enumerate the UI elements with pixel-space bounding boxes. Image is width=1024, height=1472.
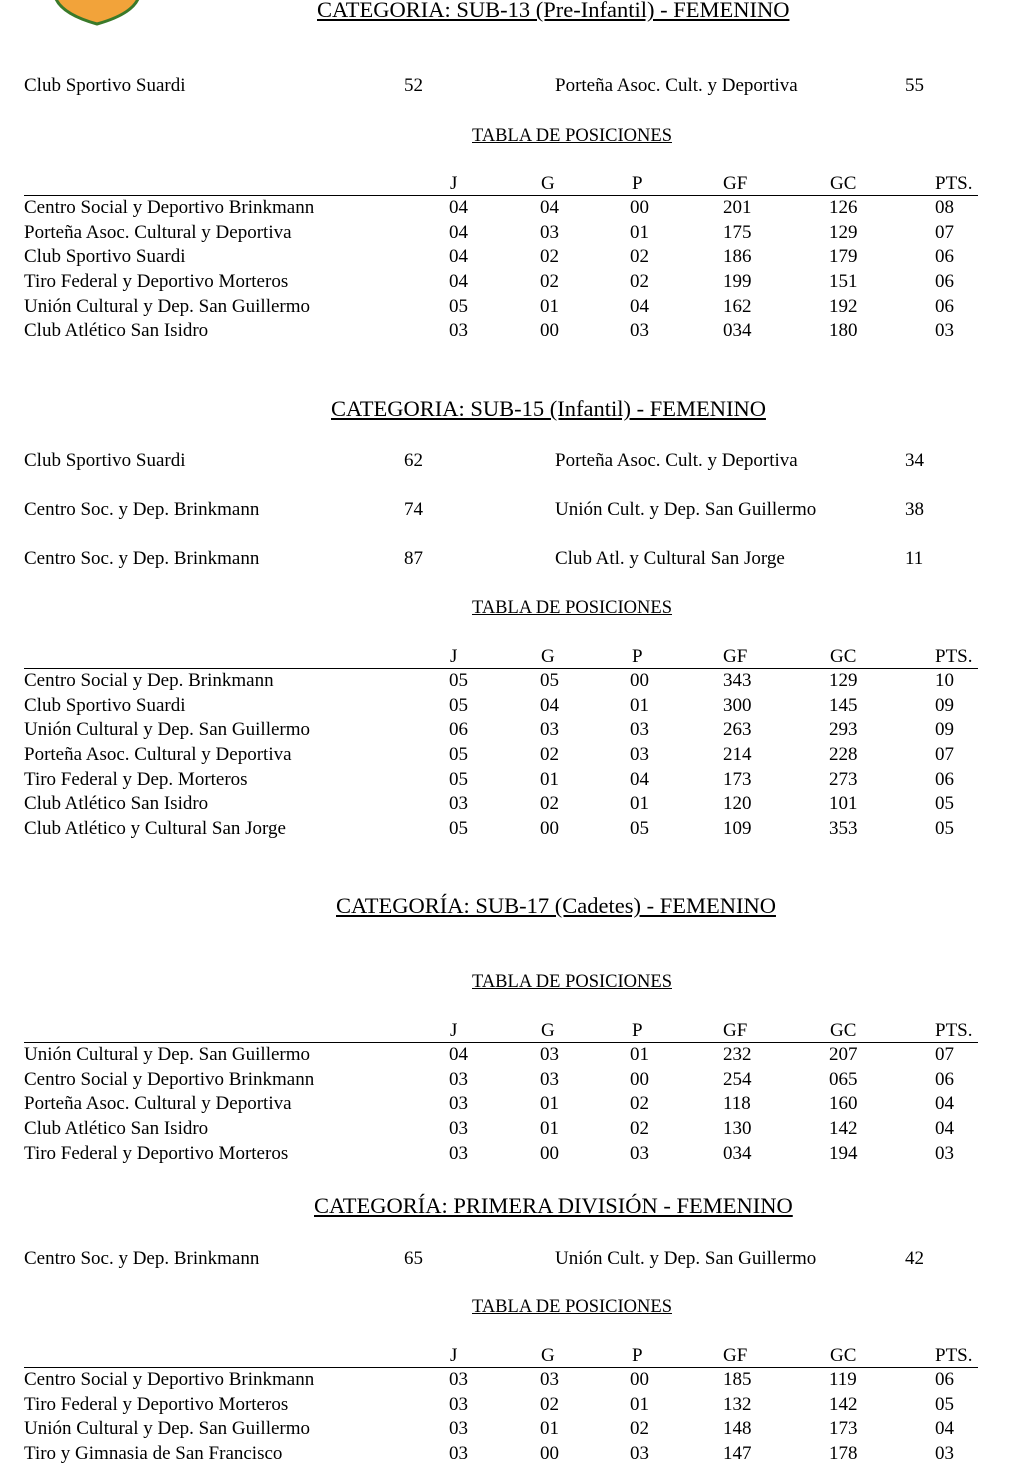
team-name: Club Atlético San Isidro <box>24 1118 209 1140</box>
team-name: Unión Cultural y Dep. San Guillermo <box>24 295 311 317</box>
table-header <box>24 173 978 196</box>
home-score: 62 <box>404 450 423 471</box>
cell-g: 00 <box>540 1142 559 1164</box>
cell-p: 05 <box>630 818 649 840</box>
cell-g: 03 <box>540 221 559 243</box>
cell-gf: 162 <box>723 295 752 317</box>
team-name: Porteña Asoc. Cultural y Deportiva <box>24 744 292 766</box>
header-g: G <box>541 1345 555 1366</box>
team-name: Centro Social y Deportivo Brinkmann <box>24 1369 315 1390</box>
table-row <box>24 817 978 842</box>
cell-p: 02 <box>630 1118 649 1140</box>
cell-pts: 09 <box>935 719 954 741</box>
away-score: 55 <box>905 75 924 96</box>
table-row <box>24 1068 978 1093</box>
cell-pts: 06 <box>935 271 954 293</box>
table-row <box>24 270 978 295</box>
home-team: Centro Soc. y Dep. Brinkmann <box>24 548 260 569</box>
team-name: Centro Social y Dep. Brinkmann <box>24 670 274 691</box>
club-shield-logo-icon <box>52 0 142 26</box>
header-g: G <box>541 1020 555 1041</box>
header-gf: GF <box>723 173 748 194</box>
cell-pts: 06 <box>935 768 954 790</box>
header-g: G <box>541 646 555 667</box>
cell-g: 02 <box>540 271 559 293</box>
cell-pts: 05 <box>935 1393 954 1415</box>
cell-j: 03 <box>449 1393 468 1415</box>
table-row <box>24 1142 978 1167</box>
cell-j: 05 <box>449 295 468 317</box>
match-result <box>24 1248 1004 1270</box>
cell-p: 03 <box>630 1142 649 1164</box>
match-result <box>24 548 1004 570</box>
cell-gf: 130 <box>723 1118 752 1140</box>
team-name: Tiro Federal y Deportivo Morteros <box>24 1142 289 1164</box>
standings-title: TABLA DE POSICIONES <box>472 598 672 618</box>
cell-p: 03 <box>630 320 649 342</box>
cell-pts: 05 <box>935 793 954 815</box>
cell-g: 03 <box>540 719 559 741</box>
cell-pts: 06 <box>935 1068 954 1090</box>
cell-j: 05 <box>449 744 468 766</box>
cell-j: 03 <box>449 1369 468 1390</box>
header-pts: PTS. <box>935 1345 973 1366</box>
cell-pts: 07 <box>935 1044 954 1065</box>
cell-g: 01 <box>540 768 559 790</box>
header-pts: PTS. <box>935 173 973 194</box>
cell-g: 03 <box>540 1369 559 1390</box>
team-name: Porteña Asoc. Cultural y Deportiva <box>24 1093 292 1115</box>
table-row <box>24 1442 978 1467</box>
away-score: 38 <box>905 499 924 520</box>
standings-table <box>24 1020 978 1166</box>
match-result <box>24 450 1004 472</box>
cell-j: 03 <box>449 1418 468 1440</box>
cell-p: 02 <box>630 1418 649 1440</box>
cell-j: 05 <box>449 768 468 790</box>
team-name: Club Sportivo Suardi <box>24 246 186 268</box>
home-team: Centro Soc. y Dep. Brinkmann <box>24 499 260 520</box>
cell-pts: 03 <box>935 1443 954 1465</box>
cell-p: 02 <box>630 271 649 293</box>
cell-p: 01 <box>630 1044 649 1065</box>
cell-gc: 194 <box>829 1142 858 1164</box>
match-result <box>24 75 1004 97</box>
cell-gc: 145 <box>829 694 858 716</box>
header-pts: PTS. <box>935 646 973 667</box>
table-body <box>24 1368 978 1467</box>
table-row <box>24 1417 978 1442</box>
away-score: 34 <box>905 450 924 471</box>
cell-pts: 05 <box>935 818 954 840</box>
cell-j: 04 <box>449 221 468 243</box>
table-row <box>24 768 978 793</box>
table-row <box>24 319 978 344</box>
cell-j: 04 <box>449 1044 468 1065</box>
away-team: Unión Cult. y Dep. San Guillermo <box>555 499 817 520</box>
team-name: Tiro Federal y Deportivo Morteros <box>24 271 289 293</box>
header-gc: GC <box>830 1345 857 1366</box>
table-row <box>24 792 978 817</box>
cell-j: 03 <box>449 1443 468 1465</box>
cell-gc: 065 <box>829 1068 858 1090</box>
table-row <box>24 221 978 246</box>
cell-gc: 101 <box>829 793 858 815</box>
header-j: J <box>450 173 458 194</box>
away-team: Porteña Asoc. Cult. y Deportiva <box>555 75 798 96</box>
cell-p: 01 <box>630 793 649 815</box>
table-header <box>24 1020 978 1043</box>
table-header <box>24 1345 978 1368</box>
cell-j: 04 <box>449 246 468 268</box>
standings-table <box>24 173 978 344</box>
table-body <box>24 196 978 344</box>
table-row <box>24 1092 978 1117</box>
team-name: Tiro Federal y Deportivo Morteros <box>24 1393 289 1415</box>
cell-pts: 04 <box>935 1093 954 1115</box>
cell-gc: 129 <box>829 221 858 243</box>
cell-gc: 142 <box>829 1393 858 1415</box>
cell-gf: 232 <box>723 1044 752 1065</box>
home-score: 65 <box>404 1248 423 1269</box>
cell-p: 02 <box>630 1093 649 1115</box>
away-score: 11 <box>905 548 924 569</box>
standings-title: TABLA DE POSICIONES <box>472 1297 672 1317</box>
cell-pts: 07 <box>935 744 954 766</box>
cell-j: 03 <box>449 1118 468 1140</box>
home-team: Centro Soc. y Dep. Brinkmann <box>24 1248 260 1269</box>
cell-g: 00 <box>540 1443 559 1465</box>
table-body <box>24 669 978 842</box>
cell-p: 04 <box>630 295 649 317</box>
category-title-sub15: CATEGORIA: SUB-15 (Infantil) - FEMENINO <box>331 396 766 421</box>
team-name: Unión Cultural y Dep. San Guillermo <box>24 719 311 741</box>
header-gc: GC <box>830 1020 857 1041</box>
cell-p: 01 <box>630 1393 649 1415</box>
cell-gf: 034 <box>723 1142 752 1164</box>
away-team: Porteña Asoc. Cult. y Deportiva <box>555 450 798 471</box>
cell-gf: 148 <box>723 1418 752 1440</box>
header-pts: PTS. <box>935 1020 973 1041</box>
cell-gf: 175 <box>723 221 752 243</box>
cell-gc: 179 <box>829 246 858 268</box>
cell-p: 00 <box>630 197 649 218</box>
cell-j: 05 <box>449 694 468 716</box>
cell-gf: 034 <box>723 320 752 342</box>
cell-gf: 201 <box>723 197 752 218</box>
cell-g: 00 <box>540 818 559 840</box>
team-name: Club Atlético San Isidro <box>24 320 209 342</box>
cell-gf: 263 <box>723 719 752 741</box>
cell-g: 01 <box>540 1118 559 1140</box>
cell-p: 01 <box>630 221 649 243</box>
cell-g: 01 <box>540 295 559 317</box>
header-gf: GF <box>723 1345 748 1366</box>
cell-j: 06 <box>449 719 468 741</box>
cell-pts: 10 <box>935 670 954 691</box>
away-team: Club Atl. y Cultural San Jorge <box>555 548 785 569</box>
cell-gc: 228 <box>829 744 858 766</box>
table-body <box>24 1043 978 1166</box>
team-name: Tiro y Gimnasia de San Francisco <box>24 1443 283 1465</box>
team-name: Club Sportivo Suardi <box>24 694 186 716</box>
table-row <box>24 295 978 320</box>
standings-title: TABLA DE POSICIONES <box>472 972 672 992</box>
cell-j: 03 <box>449 1142 468 1164</box>
cell-pts: 03 <box>935 320 954 342</box>
cell-p: 00 <box>630 1068 649 1090</box>
cell-j: 03 <box>449 1068 468 1090</box>
standings-table <box>24 1345 978 1467</box>
cell-j: 04 <box>449 271 468 293</box>
team-name: Club Atlético y Cultural San Jorge <box>24 818 286 840</box>
cell-g: 01 <box>540 1418 559 1440</box>
table-row <box>24 245 978 270</box>
cell-p: 03 <box>630 744 649 766</box>
cell-g: 04 <box>540 694 559 716</box>
cell-j: 05 <box>449 818 468 840</box>
match-result <box>24 499 1004 521</box>
header-p: P <box>632 1020 643 1041</box>
cell-pts: 06 <box>935 295 954 317</box>
cell-g: 02 <box>540 793 559 815</box>
home-score: 87 <box>404 548 423 569</box>
team-name: Tiro Federal y Dep. Morteros <box>24 768 248 790</box>
team-name: Unión Cultural y Dep. San Guillermo <box>24 1044 311 1065</box>
header-p: P <box>632 173 643 194</box>
cell-gc: 207 <box>829 1044 858 1065</box>
header-gc: GC <box>830 646 857 667</box>
table-row <box>24 1117 978 1142</box>
header-gf: GF <box>723 646 748 667</box>
cell-gf: 214 <box>723 744 752 766</box>
table-row <box>24 1368 978 1393</box>
home-score: 74 <box>404 499 423 520</box>
cell-p: 00 <box>630 1369 649 1390</box>
table-row <box>24 718 978 743</box>
standings-table <box>24 646 978 842</box>
cell-gf: 199 <box>723 271 752 293</box>
table-row <box>24 1393 978 1418</box>
category-title-sub17: CATEGORÍA: SUB-17 (Cadetes) - FEMENINO <box>336 893 776 918</box>
cell-p: 04 <box>630 768 649 790</box>
cell-pts: 07 <box>935 221 954 243</box>
cell-gc: 273 <box>829 768 858 790</box>
standings-title: TABLA DE POSICIONES <box>472 126 672 146</box>
cell-gf: 186 <box>723 246 752 268</box>
cell-pts: 08 <box>935 197 954 218</box>
cell-j: 03 <box>449 320 468 342</box>
cell-pts: 04 <box>935 1118 954 1140</box>
cell-j: 03 <box>449 793 468 815</box>
cell-j: 05 <box>449 670 468 691</box>
cell-gf: 109 <box>723 818 752 840</box>
cell-gf: 173 <box>723 768 752 790</box>
table-row <box>24 743 978 768</box>
cell-j: 04 <box>449 197 468 218</box>
category-title-sub13: CATEGORIA: SUB-13 (Pre-Infantil) - FEMENINO <box>317 0 790 22</box>
cell-pts: 03 <box>935 1142 954 1164</box>
home-team: Club Sportivo Suardi <box>24 75 186 96</box>
cell-gc: 353 <box>829 818 858 840</box>
cell-p: 01 <box>630 694 649 716</box>
header-g: G <box>541 173 555 194</box>
cell-pts: 06 <box>935 246 954 268</box>
cell-gc: 293 <box>829 719 858 741</box>
away-team: Unión Cult. y Dep. San Guillermo <box>555 1248 817 1269</box>
cell-gf: 185 <box>723 1369 752 1390</box>
header-p: P <box>632 646 643 667</box>
cell-pts: 06 <box>935 1369 954 1390</box>
table-row <box>24 669 978 694</box>
cell-gc: 192 <box>829 295 858 317</box>
cell-gc: 119 <box>829 1369 857 1390</box>
cell-gf: 147 <box>723 1443 752 1465</box>
team-name: Centro Social y Deportivo Brinkmann <box>24 197 315 218</box>
cell-g: 01 <box>540 1093 559 1115</box>
cell-g: 03 <box>540 1068 559 1090</box>
cell-g: 04 <box>540 197 559 218</box>
cell-gc: 151 <box>829 271 858 293</box>
team-name: Club Atlético San Isidro <box>24 793 209 815</box>
cell-gc: 160 <box>829 1093 858 1115</box>
cell-j: 03 <box>449 1093 468 1115</box>
cell-gf: 132 <box>723 1393 752 1415</box>
team-name: Centro Social y Deportivo Brinkmann <box>24 1068 315 1090</box>
cell-p: 03 <box>630 719 649 741</box>
home-score: 52 <box>404 75 423 96</box>
cell-g: 05 <box>540 670 559 691</box>
cell-gc: 142 <box>829 1118 858 1140</box>
home-team: Club Sportivo Suardi <box>24 450 186 471</box>
cell-gc: 126 <box>829 197 858 218</box>
cell-gf: 120 <box>723 793 752 815</box>
team-name: Unión Cultural y Dep. San Guillermo <box>24 1418 311 1440</box>
header-j: J <box>450 646 458 667</box>
cell-p: 02 <box>630 246 649 268</box>
cell-g: 02 <box>540 246 559 268</box>
header-gf: GF <box>723 1020 748 1041</box>
cell-p: 00 <box>630 670 649 691</box>
cell-g: 00 <box>540 320 559 342</box>
cell-p: 03 <box>630 1443 649 1465</box>
cell-pts: 09 <box>935 694 954 716</box>
away-score: 42 <box>905 1248 924 1269</box>
cell-gc: 180 <box>829 320 858 342</box>
table-row <box>24 694 978 719</box>
table-row <box>24 1043 978 1068</box>
table-header <box>24 646 978 669</box>
cell-g: 03 <box>540 1044 559 1065</box>
cell-g: 02 <box>540 744 559 766</box>
header-p: P <box>632 1345 643 1366</box>
cell-gf: 118 <box>723 1093 751 1115</box>
category-title-primera: CATEGORÍA: PRIMERA DIVISIÓN - FEMENINO <box>314 1193 793 1218</box>
cell-gf: 300 <box>723 694 752 716</box>
header-j: J <box>450 1020 458 1041</box>
cell-gf: 343 <box>723 670 752 691</box>
header-j: J <box>450 1345 458 1366</box>
cell-pts: 04 <box>935 1418 954 1440</box>
cell-gc: 173 <box>829 1418 858 1440</box>
table-row <box>24 196 978 221</box>
cell-g: 02 <box>540 1393 559 1415</box>
team-name: Porteña Asoc. Cultural y Deportiva <box>24 221 292 243</box>
cell-gc: 129 <box>829 670 858 691</box>
cell-gc: 178 <box>829 1443 858 1465</box>
header-gc: GC <box>830 173 857 194</box>
cell-gf: 254 <box>723 1068 752 1090</box>
